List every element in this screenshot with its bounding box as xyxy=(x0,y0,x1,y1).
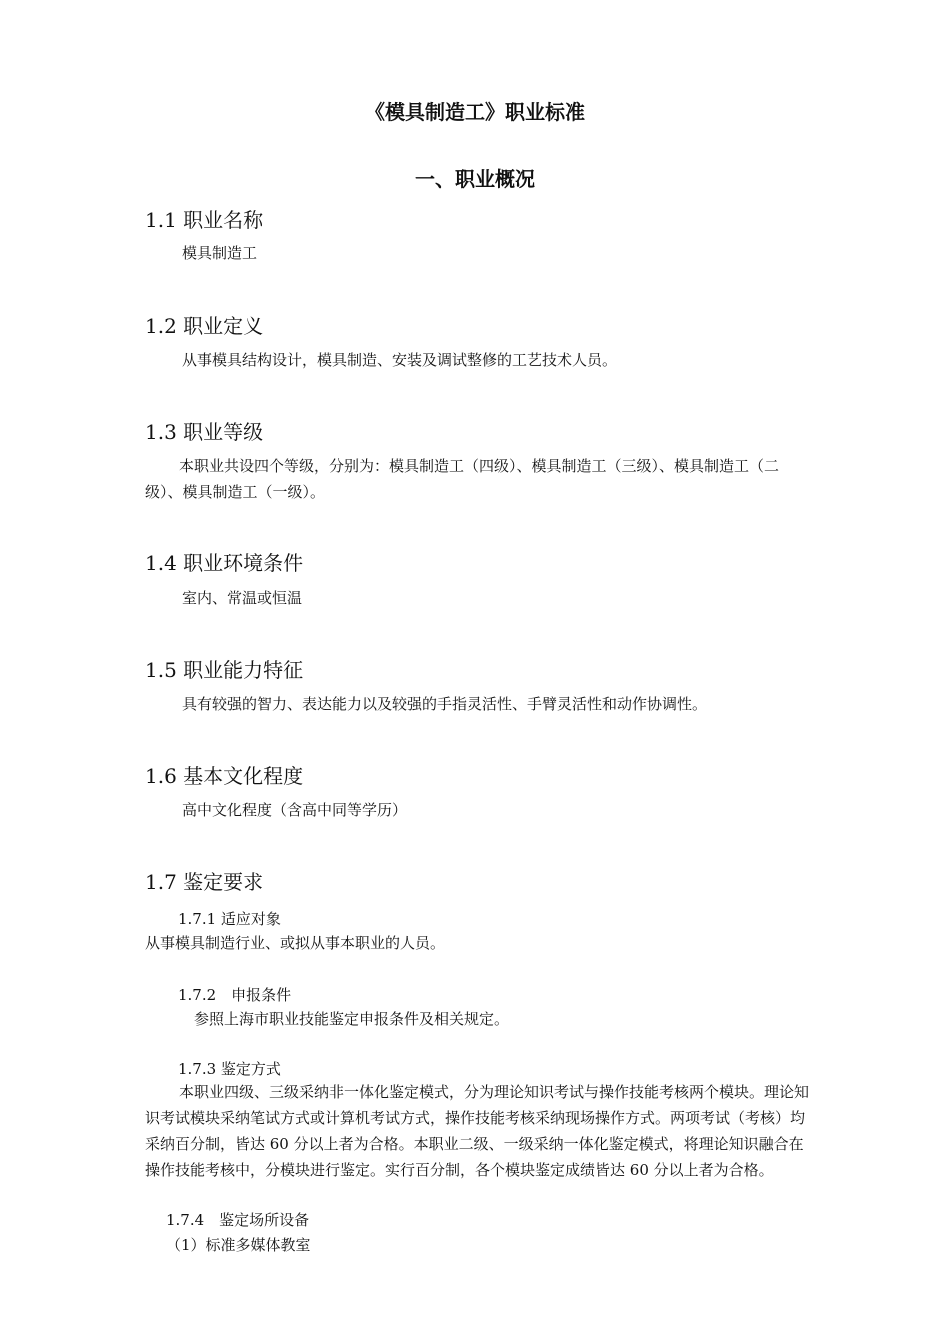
subsection-text-1-7-2: 参照上海市职业技能鉴定申报条件及相关规定。 xyxy=(194,1010,510,1028)
section-heading-1-5: 1.5 职业能力特征 xyxy=(145,658,304,682)
subsection-heading-1-7-2: 1.7.2 申报条件 xyxy=(178,986,292,1004)
subsection-heading-1-7-1: 1.7.1 适应对象 xyxy=(178,910,281,928)
subsection-heading-1-7-4: 1.7.4 鉴定场所设备 xyxy=(166,1211,310,1229)
section-text-1-1: 模具制造工 xyxy=(182,244,258,262)
section-heading-1-2: 1.2 职业定义 xyxy=(145,314,264,338)
section-heading-1-4: 1.4 职业环境条件 xyxy=(145,551,304,575)
equipment-item-1: （1）标准多媒体教室 xyxy=(166,1236,311,1254)
chapter-title: 一、职业概况 xyxy=(415,167,535,191)
section-text-1-2: 从事模具结构设计，模具制造、安装及调试整修的工艺技术人员。 xyxy=(182,351,618,369)
section-heading-1-3: 1.3 职业等级 xyxy=(145,420,264,444)
subsection-text-1-7-3: 本职业四级、三级采纳非一体化鉴定模式，分为理论知识考试与操作技能考核两个模块。理论知识考试模块采纳笔试方式或计算机考试方式，操作技能考核采纳现场操作方式。两项考试（考核）均采纳百分制，皆达 60 分以上者为合格。本职业二级、一级采纳一体化鉴定模式，将理论知识融合在操作技能考核中，分模块进行鉴定。实行百分制，各个模块鉴定成绩皆达 60 分以上者为合格。 xyxy=(145,1083,810,1179)
section-text-1-4: 室内、常温或恒温 xyxy=(182,589,303,607)
section-heading-1-6: 1.6 基本文化程度 xyxy=(145,764,304,788)
section-text-1-3: 本职业共设四个等级，分别为：模具制造工（四级）、模具制造工（三级）、模具制造工（二级）、模具制造工（一级）。 xyxy=(145,457,780,501)
subsection-text-1-7-1: 从事模具制造行业、或拟从事本职业的人员。 xyxy=(145,934,446,952)
document-title: 《模具制造工》职业标准 xyxy=(365,100,585,124)
section-heading-1-1: 1.1 职业名称 xyxy=(145,208,264,232)
section-text-1-6: 高中文化程度（含高中同等学历） xyxy=(182,801,408,819)
section-text-1-5: 具有较强的智力、表达能力以及较强的手指灵活性、手臂灵活性和动作协调性。 xyxy=(182,695,708,713)
section-heading-1-7: 1.7 鉴定要求 xyxy=(145,870,264,894)
subsection-heading-1-7-3: 1.7.3 鉴定方式 xyxy=(178,1060,281,1078)
